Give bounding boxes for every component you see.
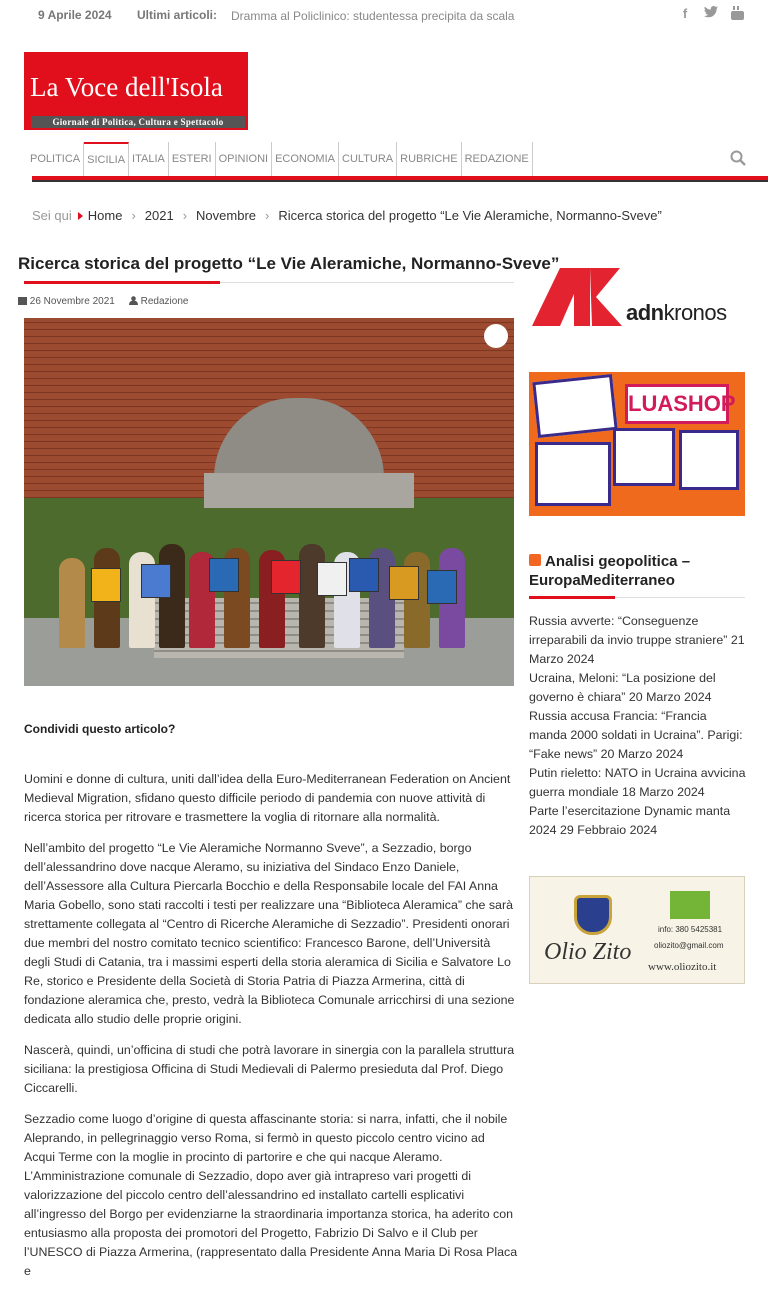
feed-underline [529,597,745,598]
article-meta [24,296,188,307]
share-label: Condividi questo articolo? [24,722,176,736]
feed-item-link[interactable]: Parte l’esercitazione Dynamic manta 2024 [529,804,731,837]
article-paragraph: Sezzadio come luogo d’origine di questa affascinante storia: si narra, infatti, che il nobile Aleprando, in pellegrinaggio verso Roma, si fermò in questo piccolo centro vicino ad Acqui Terme con la moglie in procinto di partorire e che qui nacque Aleramo. L’Amministrazione comunale di Sezzadio, dopo aver già intrapreso vari progetti di valorizzazione del piccolo centro dell’alessandrino ed installato cartelli esplicativi all’ingresso del Borgo per evidenziarne la straordinaria importanza storica, ha aderito con entusiasmo alla proposta dei promotori del Progetto, Fabrizio Di Salvo e il Club per l’UNESCO di Piazza Armerina, (rappresentato dalla Presidente Anna Maria Di Rosa Placa e [24,1112,518,1278]
breadcrumb-month[interactable]: Novembre [196,208,257,223]
nav-item-cultura[interactable]: CULTURA [339,142,397,176]
breadcrumb-home[interactable]: Home [87,208,123,223]
oliozito-brand: Olio Zito [544,939,632,965]
adnkronos-wordmark-a: adn [626,300,664,325]
chevron-right-icon: › [265,208,270,223]
nav-item-politica[interactable]: POLITICA [24,142,84,176]
twitter-icon[interactable] [704,6,718,23]
feed-item-date: 20 Marzo 2024 [600,747,684,761]
nav-item-opinioni[interactable]: OPINIONI [216,142,273,176]
article-body [24,770,518,1293]
breadcrumb [32,208,662,223]
feed-title [529,552,745,590]
feed-item-link[interactable]: Russia avverte: “Conseguenze irreparabili da invio truppe straniere” [529,614,728,647]
article-title [18,254,560,274]
nav-item-esteri[interactable]: ESTERI [169,142,216,176]
rss-icon [529,554,541,566]
feed-item-date: 29 Febbraio 2024 [560,823,658,837]
chevron-right-icon: › [131,208,136,223]
feed-title-text[interactable]: Analisi geopolitica – EuropaMediterraneo [529,553,691,589]
breadcrumb-arrow-icon [78,212,83,220]
calendar-icon [18,296,27,305]
oliozito-banner[interactable] [529,876,745,984]
feed-item-link[interactable]: Ucraina, Meloni: “La posizione del governo è chiara” [529,671,716,704]
social-links [678,6,744,23]
nav-item-redazione[interactable]: REDAZIONE [462,142,533,176]
nav-item-economia[interactable]: ECONOMIA [272,142,339,176]
current-date: 9 Aprile 2024 [38,8,112,22]
site-name: La Voce dell'Isola [30,72,223,102]
eu-organic-icon [670,891,710,919]
breadcrumb-year[interactable]: 2021 [144,208,174,223]
nav-divider [32,180,768,182]
article-paragraph: Nell’ambito del progetto “Le Vie Aleramiche Normanno Sveve”, a Sezzadio, borgo dell’alessandrino dove nacque Aleramo, su iniziativa del Sindaco Enzo Daniele, dell’Assessore alla Cultura Piercarla Bocchio e della Responsabile locale del FAI Anna Maria Gobello, sono stati raccolti i testi per realizzare una “Biblioteca Aleramica” che sarà strettamente collegata al “Centro di Ricerche Aleramiche di Sezzadio”. Presidenti onorari due membri del nostro comitato tecnico scientifico: Francesco Barone, dell’Università degli Studi di Catania, tra i massimi esperti della storia aleramica di Sicilia e Salvatore Lo Re, storico e Presidente della Società di Storia Patria di Piazza Armerina, città di fondazione aleramica che, presto, vedrà la Biblioteca Comunale arricchirsi di una sezione dedicata allo studio delle proprie origini. [24,841,515,1026]
article-date-text: 26 Novembre 2021 [29,296,115,307]
article-paragraph: Uomini e donne di cultura, uniti dall’idea della Euro-Mediterranean Federation on Ancient Medieval Migration, sfidano questo difficile periodo di pandemia con nuove attività di ricerca storica per ritrovare e trasmettere la voglia di ritornare alla normalità. [24,772,511,824]
feed-item [529,707,747,764]
search-icon[interactable] [730,150,746,166]
oliozito-website: www.oliozito.it [648,961,717,973]
feed-item-date: 21 Marzo 2024 [529,633,745,666]
product-image [679,430,739,490]
feed-item [529,669,747,707]
nav-item-italia[interactable]: ITALIA [129,142,169,176]
latest-articles-label: Ultimi articoli: [137,8,218,22]
article-author-text: Redazione [140,296,189,307]
feed-item-date: 18 Marzo 2024 [622,785,705,799]
user-icon [129,296,138,305]
site-logo[interactable] [24,52,248,130]
breadcrumb-current: Ricerca storica del progetto “Le Vie Aleramiche, Normanno-Sveve” [278,208,662,223]
chevron-right-icon: › [182,208,188,223]
product-image [532,374,617,438]
oliozito-phone: info: 380 5425381 [658,925,723,934]
breadcrumb-label: Sei qui [32,208,72,223]
nav-item-sicilia[interactable]: SICILIA [84,142,129,176]
title-underline [24,282,514,283]
main-navigation [24,142,768,178]
feed-item-link[interactable]: Russia accusa Francia: “Francia manda 2000 soldati in Ucraina”. Parigi: “Fake news” [529,709,743,761]
youtube-icon[interactable] [730,6,744,23]
site-tagline: Giornale di Politica, Cultura e Spettacolo [31,116,245,128]
feed-list [529,612,747,840]
feed-item [529,802,747,840]
adnkronos-banner[interactable] [530,264,746,330]
feed-item [529,764,747,802]
top-bar [0,0,768,32]
article-paragraph: Nascerà, quindi, un’officina di studi che potrà lavorare in sinergia con la parallela struttura siciliana: la prestigiosa Officina di Studi Medievali di Palermo presieduta dal Prof. Diego Ciccarelli. [24,1043,515,1095]
facebook-icon[interactable]: f [682,6,688,21]
article-author[interactable] [129,296,189,307]
image-action-button[interactable] [484,324,508,348]
product-image [535,442,611,506]
product-image [613,428,675,486]
feed-item-date: 20 Marzo 2024 [628,690,712,704]
nav-item-rubriche[interactable]: RUBRICHE [397,142,461,176]
luashop-logo: LUASHOP [625,384,729,424]
feed-item [529,612,747,669]
article-date [24,296,115,307]
crest-icon [574,895,612,935]
luashop-banner[interactable] [529,372,745,516]
feed-item-link[interactable]: Putin rieletto: NATO in Ucraina avvicina guerra mondiale [529,766,746,799]
oliozito-email: oliozito@gmail.com [654,941,724,950]
article-featured-image [24,318,514,686]
adnkronos-wordmark-b: kronos [663,300,727,325]
adnkronos-wordmark [626,300,727,326]
article-title-text: Ricerca storica del progetto “Le Vie Aleramiche, Normanno-Sveve” [18,254,560,273]
news-ticker[interactable]: Dramma al Policlinico: studentessa precipita da scala [231,9,515,23]
